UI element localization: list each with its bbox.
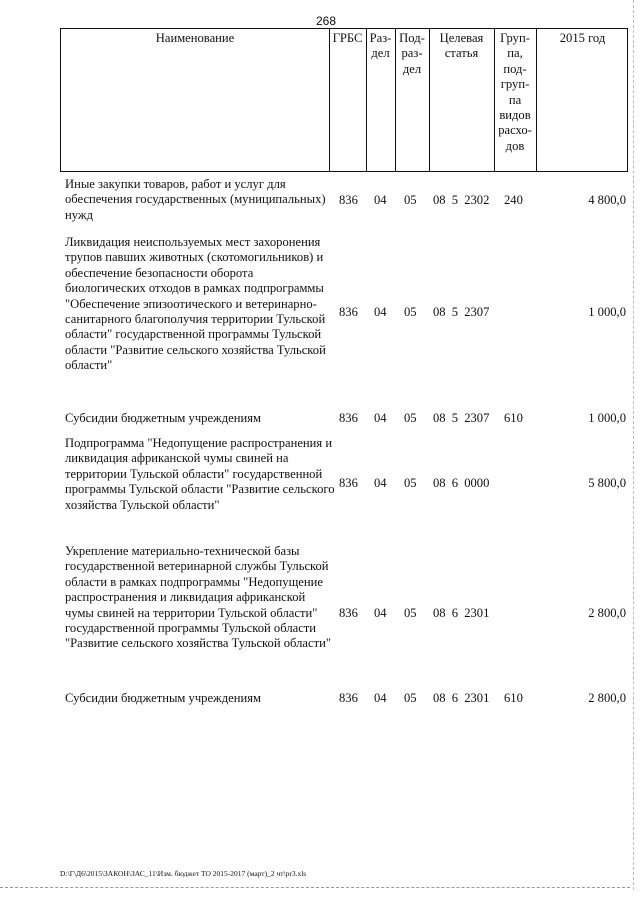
row-name: Подпрограмма "Недопущение распространения и ликвидация африканской чумы свиней на территории Тульской области" государственной программы Тульской области "Развитие сельского хозяйства Тульской области" [65,436,335,512]
row-group: 610 [504,411,523,425]
row-razdel: 04 [374,193,387,207]
row-podrazdel: 05 [404,691,417,705]
row-target: 08 6 2301 [433,691,490,705]
row-name: Субсидии бюджетным учреждениям [65,411,261,425]
row-amount: 5 800,0 [588,476,626,490]
row-razdel: 04 [374,305,387,319]
row-grbs: 836 [339,193,358,207]
row-razdel: 04 [374,476,387,490]
page-number: 268 [316,14,337,28]
row-razdel: 04 [374,691,387,705]
scan-edge [633,0,634,890]
row-amount: 1 000,0 [588,305,626,319]
row-grbs: 836 [339,411,358,425]
row-podrazdel: 05 [404,476,417,490]
header-grbs: ГРБС [332,31,363,45]
row-razdel: 04 [374,606,387,620]
row-podrazdel: 05 [404,606,417,620]
row-target: 08 5 2307 [433,305,490,319]
row-name: Укрепление материально-технической базы государственной ветеринарной службы Тульской области в рамках подпрограммы "Недопущение распространения и ликвидация африканской чумы свиней на территории Тульской области" государственной программы Тульской области "Развитие сельского хозяйства Тульской области" [65,544,331,651]
row-amount: 2 800,0 [588,691,626,705]
row-podrazdel: 05 [404,411,417,425]
header-group: Груп- па, под- груп- па видов расхо- дов [498,31,532,153]
header-name: Наименование [155,31,235,45]
row-group: 610 [504,691,523,705]
row-podrazdel: 05 [404,193,417,207]
table-header [60,28,628,172]
row-name: Иные закупки товаров, работ и услуг для обеспечения государственных (муниципальных) нужд [65,177,326,222]
scan-edge [0,887,630,888]
row-grbs: 836 [339,691,358,705]
row-podrazdel: 05 [404,305,417,319]
row-target: 08 5 2302 [433,193,490,207]
row-target: 08 6 0000 [433,476,490,490]
row-amount: 4 800,0 [588,193,626,207]
row-target: 08 6 2301 [433,606,490,620]
header-razdel: Раз- дел [369,31,392,61]
row-razdel: 04 [374,411,387,425]
header-year: 2015 год [559,31,606,45]
row-grbs: 836 [339,606,358,620]
footer-file-path: D:\Г\Д6\2015\ЗАКОН\ЗАС_11\Изм. бюджет ТО 2015-2017 (март)_2 чт\pr3.xls [60,869,307,878]
row-amount: 2 800,0 [588,606,626,620]
header-target: Целевая статья [439,31,484,61]
header-podrazdel: Под- раз- дел [399,31,425,76]
row-grbs: 836 [339,476,358,490]
row-amount: 1 000,0 [588,411,626,425]
row-group: 240 [504,193,523,207]
row-target: 08 5 2307 [433,411,490,425]
row-grbs: 836 [339,305,358,319]
divider [536,29,537,171]
row-name: Субсидии бюджетным учреждениям [65,691,261,705]
divider [329,29,330,171]
row-name: Ликвидация неиспользуемых мест захоронения трупов павших животных (скотомогильников) и обеспечение безопасности оборота биологических отходов в рамках подпрограммы "Обеспечение эпизоотического и ветеринарно-санитарного благополучия территории Тульской области" государственной программы Тульской области "Развитие сельского хозяйства Тульской области" [65,235,326,373]
